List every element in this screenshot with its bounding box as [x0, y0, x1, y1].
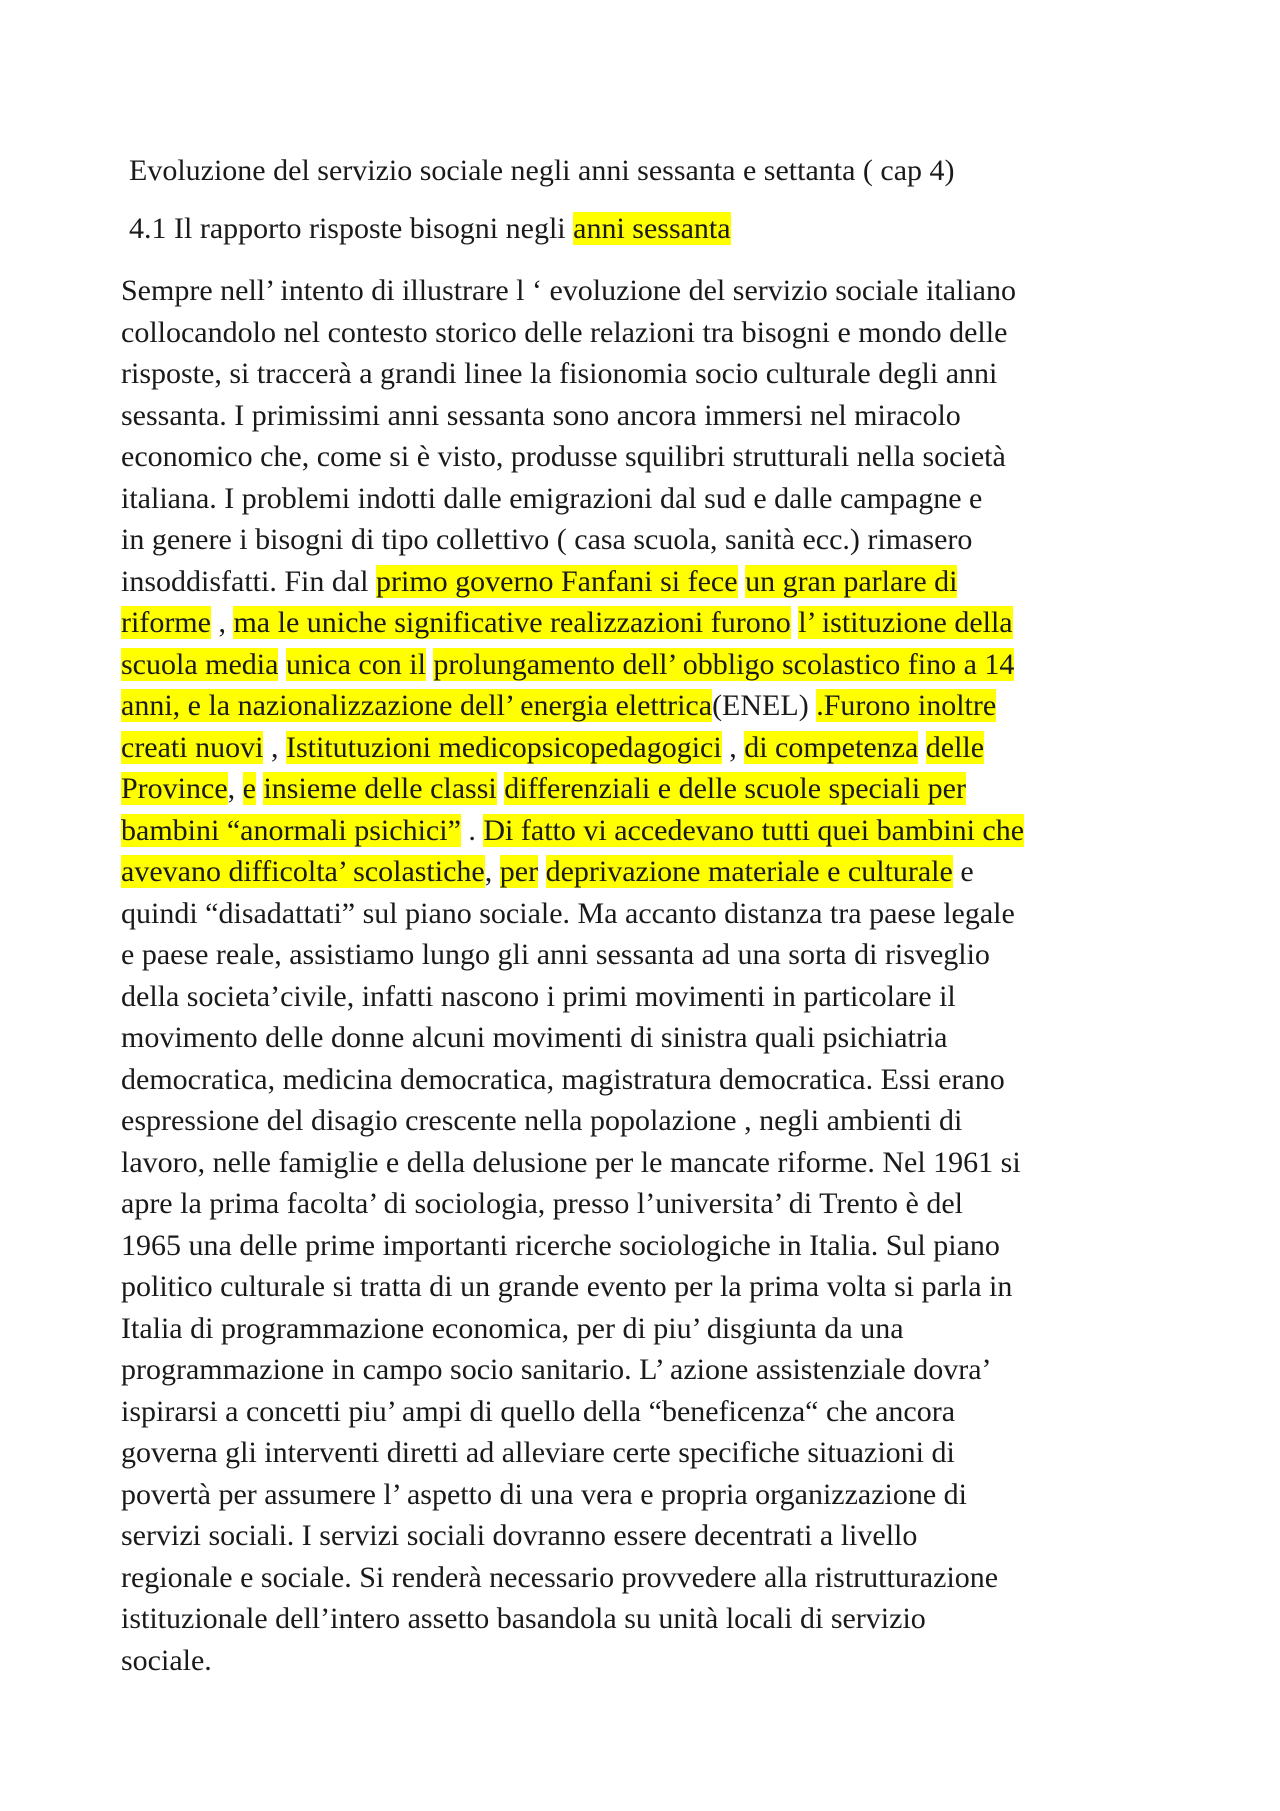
text-segment: povertà per assumere l’ aspetto di una vera e propria organizzazione di	[121, 1477, 968, 1511]
text-line	[121, 353, 1221, 395]
text-segment: movimento delle donne alcuni movimenti di sinistra quali psichiatria	[121, 1021, 948, 1054]
text-segment: sessanta. I primissimi anni sessanta sono ancora immersi nel miracolo	[121, 398, 961, 432]
text-segment: espressione del disagio crescente nella popolazione , negli ambienti di	[121, 1104, 963, 1137]
text-line	[121, 270, 1221, 312]
text-line	[121, 1142, 1221, 1184]
text-line	[121, 851, 1221, 893]
text-segment: risposte, si traccerà a grandi linee la fisionomia socio culturale degli anni	[121, 357, 998, 390]
highlighted-text: unica con il	[285, 647, 426, 681]
body-paragraph	[121, 270, 1221, 1681]
text-line	[121, 1515, 1221, 1557]
text-segment: economico che, come si è visto, produsse squilibri strutturali nella società	[121, 440, 1006, 473]
highlighted-text: ma le uniche significative realizzazioni furono	[233, 606, 791, 639]
text-segment: lavoro, nelle famiglie e della delusione per le mancate riforme. Nel 1961 si	[121, 1145, 1021, 1179]
highlighted-text: creati nuovi	[121, 730, 264, 764]
text-segment: della societa’civile, infatti nascono i primi movimenti in particolare il	[121, 979, 956, 1013]
highlighted-text: primo governo Fanfani si fece	[376, 564, 738, 598]
text-line	[121, 893, 1221, 935]
text-segment: collocandolo nel contesto storico delle relazioni tra bisogni e mondo delle	[121, 315, 1008, 349]
highlighted-text: avevano difficolta’ scolastiche	[121, 855, 485, 888]
section-heading	[129, 209, 731, 249]
text-line	[121, 976, 1221, 1018]
text-segment: e	[952, 855, 974, 888]
text-line	[121, 1598, 1221, 1640]
text-segment: apre la prima facolta’ di sociologia, presso l’universita’ di Trento è del	[121, 1187, 963, 1220]
highlighted-text: e	[242, 772, 256, 805]
text-segment: istituzionale dell’intero assetto basandola su unità locali di servizio	[121, 1602, 926, 1635]
document-title: Evoluzione del servizio sociale negli anni sessanta e settanta ( cap 4)	[129, 154, 955, 187]
text-segment: insoddisfatti. Fin dal	[121, 564, 376, 598]
highlighted-text: differenziali e delle scuole speciali per	[504, 772, 966, 805]
text-line	[121, 1349, 1221, 1391]
text-segment: Italia di programmazione economica, per di piu’ disgiunta da una	[121, 1311, 904, 1345]
text-segment	[918, 731, 926, 764]
text-line	[121, 395, 1221, 437]
text-segment: italiana. I problemi indotti dalle emigrazioni dal sud e dalle campagne e	[121, 481, 983, 515]
highlighted-text: prolungamento dell’ obbligo scolastico fino a 14	[433, 647, 1015, 681]
highlighted-text: riforme	[121, 606, 211, 639]
text-line	[121, 1640, 1221, 1682]
text-segment: in genere i bisogni di tipo collettivo ( casa scuola, sanità ecc.) rimasero	[121, 523, 973, 556]
text-line	[121, 934, 1221, 976]
text-segment	[538, 855, 546, 888]
text-line	[121, 1557, 1221, 1599]
text-segment	[738, 565, 746, 598]
text-line	[121, 768, 1221, 810]
text-line	[121, 810, 1221, 852]
highlighted-text: insieme delle classi	[263, 772, 497, 805]
highlighted-text: di competenza	[744, 730, 919, 764]
text-line	[121, 644, 1221, 686]
text-line	[121, 1100, 1221, 1142]
highlighted-text: un gran parlare di	[745, 564, 958, 598]
text-line	[121, 519, 1221, 561]
text-line	[121, 1474, 1221, 1516]
highlighted-text: per	[499, 855, 539, 888]
text-line	[121, 1308, 1221, 1350]
text-segment: governa gli interventi diretti ad alleviare certe specifiche situazioni di	[121, 1436, 955, 1469]
text-segment: Sempre nell’ intento di illustrare l ‘ evoluzione del servizio sociale italiano	[121, 274, 1016, 307]
text-line	[121, 1391, 1221, 1433]
text-segment: ,	[484, 855, 500, 888]
text-segment: 1965 una delle prime importanti ricerche sociologiche in Italia. Sul piano	[121, 1228, 1000, 1262]
highlighted-text: Istitutuzioni medicopsicopedagogici	[285, 730, 722, 764]
text-segment: servizi sociali. I servizi sociali dovranno essere decentrati a livello	[121, 1519, 918, 1552]
text-segment: regionale e sociale. Si renderà necessario provvedere alla ristrutturazione	[121, 1560, 999, 1594]
text-line	[121, 312, 1221, 354]
highlighted-text: scuola media	[121, 647, 279, 681]
highlighted-text: anni sessanta	[573, 212, 731, 245]
text-segment: ispirarsi a concetti piu’ ampi di quello della “beneficenza“ che ancora	[121, 1394, 956, 1428]
text-segment: democratica, medicina democratica, magistratura democratica. Essi erano	[121, 1062, 1005, 1096]
text-segment: e paese reale, assistiamo lungo gli anni sessanta ad una sorta di risveglio	[121, 938, 990, 971]
text-segment: ,	[210, 606, 234, 639]
highlighted-text: delle	[925, 730, 985, 764]
text-segment: ,	[263, 730, 286, 764]
text-line	[121, 1266, 1221, 1308]
highlighted-text: deprivazione materiale e culturale	[545, 855, 953, 888]
text-segment	[278, 648, 286, 681]
highlighted-text: Di fatto vi accedevano tutti quei bambini che	[483, 813, 1025, 847]
text-segment: ,	[227, 772, 243, 805]
text-line	[121, 478, 1221, 520]
text-segment: sociale.	[121, 1643, 212, 1677]
text-line	[121, 1017, 1221, 1059]
text-line	[121, 727, 1221, 769]
text-segment: quindi “disadattati” sul piano sociale. Ma accanto distanza tra paese legale	[121, 896, 1015, 930]
text-segment: ,	[721, 730, 745, 764]
highlighted-text: bambini “anormali psichici”	[121, 813, 461, 847]
section-heading-text: 4.1 Il rapporto risposte bisogni negli	[129, 212, 574, 245]
highlighted-text: .Furono inoltre	[816, 689, 997, 722]
text-line	[121, 602, 1221, 644]
highlighted-text: Province	[121, 772, 228, 805]
text-line	[121, 1059, 1221, 1101]
highlighted-text: l’ istituzione della	[798, 606, 1013, 639]
text-line	[121, 685, 1221, 727]
text-segment: (ENEL)	[712, 689, 817, 722]
highlighted-text: anni, e la nazionalizzazione dell’ energia elettrica	[121, 689, 713, 722]
text-line	[121, 561, 1221, 603]
text-segment: programmazione in campo socio sanitario. L’ azione assistenziale dovra’	[121, 1353, 992, 1386]
text-line	[121, 1183, 1221, 1225]
text-line	[121, 1432, 1221, 1474]
text-segment: .	[460, 813, 484, 847]
text-segment: politico culturale si tratta di un grande evento per la prima volta si parla in	[121, 1270, 1013, 1303]
text-line	[121, 436, 1221, 478]
text-line	[121, 1225, 1221, 1267]
